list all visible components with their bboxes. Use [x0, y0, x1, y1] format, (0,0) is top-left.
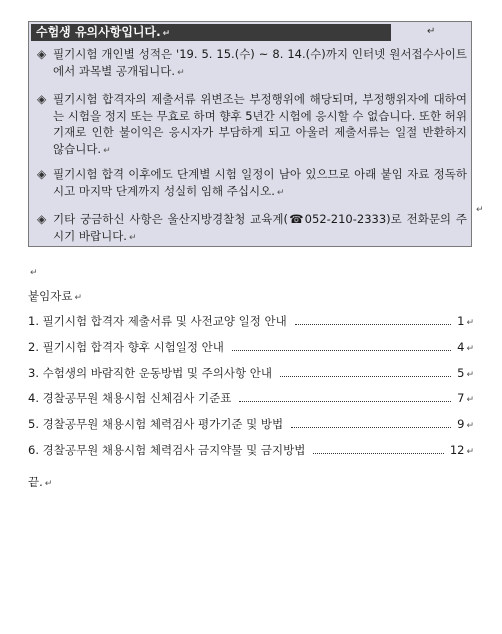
toc-item[interactable]: 4. 경찰공무원 채용시험 신체검사 기준표 7 ↵: [28, 391, 474, 405]
toc-item[interactable]: 2. 필기시험 합격자 향후 시험일정 안내 4 ↵: [28, 340, 474, 354]
notice-bullet: ◈ 필기시험 개인별 성적은 '19. 5. 15.(수) ~ 8. 14.(수)까지 인터넷 원서접수사이트에서 과목별 공개됩니다. ↵: [37, 47, 467, 78]
toc-item[interactable]: 5. 경찰공무원 채용시험 체력검사 평가기준 및 방법 9 ↵: [28, 417, 474, 431]
diamond-bullet-icon: ◈: [37, 47, 47, 61]
notice-bullet: ◈ 필기시험 합격자의 제출서류 위변조는 부정행위에 해당되며, 부정행위자에 대하여는 시험을 정지 또는 무효로 하며 향후 5년간 시험에 응시할 수 없습니다. 또한 허위기재로 인한 불이익은 응시자가 부담하게 되고 아울러 제출서류는 일절 반환하지 않습니다. ↵: [37, 92, 467, 156]
diamond-bullet-icon: ◈: [37, 92, 47, 106]
notice-box: [28, 21, 472, 247]
notice-bullet: ◈ 기타 궁금하신 사항은 울산지방경찰청 교육계(☎052-210-2333)로 전화문의 주시기 바랍니다. ↵: [37, 212, 467, 243]
toc-item[interactable]: 6. 경찰공무원 채용시험 체력검사 금지약물 및 금지방법 12 ↵: [28, 443, 474, 457]
toc-item[interactable]: 3. 수험생의 바람직한 운동방법 및 주의사항 안내 5 ↵: [28, 366, 474, 380]
diamond-bullet-icon: ◈: [37, 167, 47, 181]
end-text: 끝. ↵: [28, 475, 53, 489]
notice-title: 수험생 유의사항입니다. ↵: [31, 24, 391, 41]
blank-paragraph: ↵: [30, 268, 38, 278]
paragraph-mark: ↵: [427, 26, 436, 37]
notice-bullet: ◈ 필기시험 합격 이후에도 단계별 시험 일정이 남아 있으므로 아래 붙임 자료 정독하시고 마지막 단계까지 성실히 임해 주십시오. ↵: [37, 167, 467, 198]
paragraph-mark: ↵: [476, 205, 484, 215]
diamond-bullet-icon: ◈: [37, 212, 47, 226]
toc-item[interactable]: 1. 필기시험 합격자 제출서류 및 사전교양 일정 안내 1 ↵: [28, 314, 474, 328]
attachments-heading: 붙임자료 ↵: [28, 289, 82, 303]
